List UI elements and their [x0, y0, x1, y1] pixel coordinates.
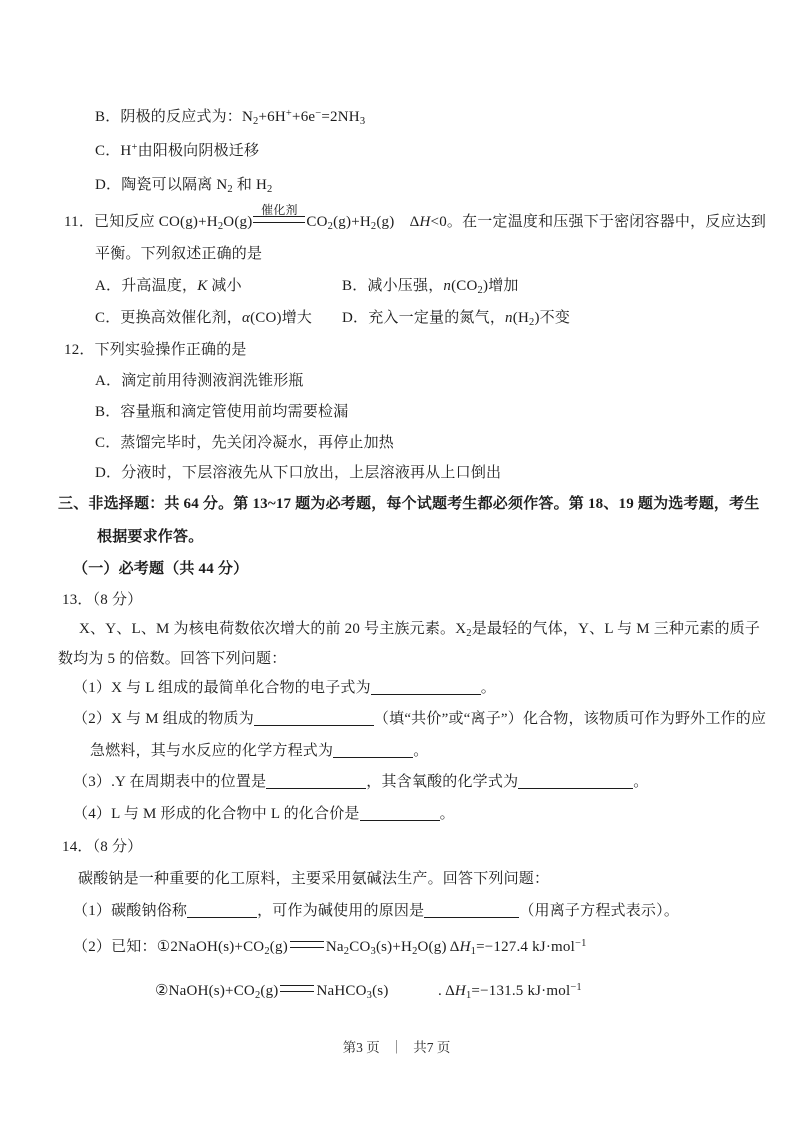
section3-header-line1: 三、非选择题：共 64 分。第 13~17 题为必考题，每个试题考生都必须作答。第 18、19 题为选考题，考生 — [58, 496, 760, 512]
answer-blank — [333, 742, 413, 758]
q13-number: 13．（8 分） — [62, 592, 143, 608]
q14-item-2-label: （2）已知： — [73, 939, 157, 955]
footer-page-number: 第3 页 — [342, 1040, 380, 1055]
catalyst-equals-sign — [253, 203, 305, 223]
answer-blank — [424, 902, 519, 918]
answer-blank — [518, 773, 633, 789]
section3-header-line2: 根据要求作答。 — [97, 529, 204, 545]
q12-option-a: A．滴定前用待测液润洗锥形瓶 — [95, 373, 304, 389]
q10-option-c: C．H+由阳极向阴极迁移 — [95, 142, 260, 159]
equation-equals-sign — [280, 985, 314, 992]
q10-option-d: D．陶瓷可以隔离 $N_2$ 和 $H_2$ — [95, 177, 273, 195]
catalyst-label: 催化剂 — [261, 203, 298, 217]
equation-2-enthalpy: . $\Delta H_1=-131.5$ kJ·mol$^{-1}$ — [438, 982, 582, 1001]
footer-page-total: 共7 页 — [413, 1040, 451, 1055]
q11-stem — [64, 203, 767, 232]
q11-option-b: B．减小压强，$n(CO_2)$增加 — [342, 278, 519, 296]
equation-1: $①2NaOH(s)+CO_2(g)$ $Na_2CO_3(s)+H_2O(g)$ — [156, 939, 447, 957]
q11-stem-line2: 平衡。下列叙述正确的是 — [95, 246, 263, 262]
equation-2: $②NaOH(s)+CO_2(g)$ NaHCO$_3$(s) — [155, 983, 389, 1001]
q13-item-2-line2: 急燃料，其与水反应的化学方程式为 。 — [90, 743, 429, 759]
q14-item-1: （1）碳酸钠俗称 ，可作为碱使用的原因是 （用离子方程式表示）。 — [73, 903, 680, 919]
q11-option-c: C．更换高效催化剂，α(CO)增大 — [95, 310, 313, 326]
q13-item-2-line1: （2）X 与 M 组成的物质为 （填“共价”或“离子”）化合物，该物质可作为野外工作的应 — [73, 711, 767, 727]
equation-equals-sign — [290, 941, 324, 948]
q14-item-2-eq2 — [155, 981, 582, 1001]
q13-item-3: （3）.Y 在周期表中的位置是 ，其含氧酸的化学式为 。 — [73, 774, 649, 790]
q11-option-d: D．充入一定量的氮气，$n(H_2)$不变 — [342, 310, 571, 328]
answer-blank — [360, 805, 440, 821]
q13-paragraph-line1: X、Y、L、M 为核电荷数依次增大的前 20 号主族元素。$X_2$是最轻的气体，Y、L 与 M 三种元素的质子 — [79, 621, 761, 639]
q13-item-1: （1）X 与 L 组成的最简单化合物的电子式为 。 — [73, 680, 496, 696]
q13-paragraph-line2: 数均为 5 的倍数。回答下列问题： — [58, 651, 287, 667]
part1-header: （一）必考题（共 44 分） — [73, 561, 249, 577]
answer-blank — [371, 679, 481, 695]
q11-option-a: A．升高温度，K 减小 — [95, 278, 242, 294]
answer-blank — [254, 710, 374, 726]
page-footer — [0, 1036, 793, 1056]
q12-option-b: B．容量瓶和滴定管使用前均需要检漏 — [95, 404, 349, 420]
footer-separator: ｜ — [389, 1040, 404, 1055]
q14-item-2-eq1 — [73, 937, 587, 957]
q12-stem: 12．下列实验操作正确的是 — [64, 342, 247, 358]
q10-option-b: B．阴极的反应式为：$N_2+6H^++6e^-=2NH_3$ — [95, 108, 366, 127]
q11-stem-pre: 11．已知反应 $CO(g)+H_2O(g)$ — [64, 214, 253, 232]
answer-blank — [266, 773, 366, 789]
equation-1-enthalpy: $\Delta H_1=-127.4$ kJ·mol$^{-1}$ — [449, 938, 587, 957]
q11-stem-post: $CO_2(g)+H_2(g)$ ΔH<0。在一定温度和压强下于密闭容器中，反应达到 — [306, 214, 767, 232]
q14-paragraph: 碳酸钠是一种重要的化工原料，主要采用氨碱法生产。回答下列问题： — [78, 871, 550, 887]
q12-option-d: D．分液时，下层溶液先从下口放出，上层溶液再从上口倒出 — [95, 465, 502, 481]
q14-number: 14．（8 分） — [62, 839, 143, 855]
answer-blank — [187, 902, 257, 918]
q12-option-c: C．蒸馏完毕时，先关闭冷凝水，再停止加热 — [95, 435, 395, 451]
q13-item-4: （4）L 与 M 形成的化合物中 L 的化合价是 。 — [73, 806, 455, 822]
